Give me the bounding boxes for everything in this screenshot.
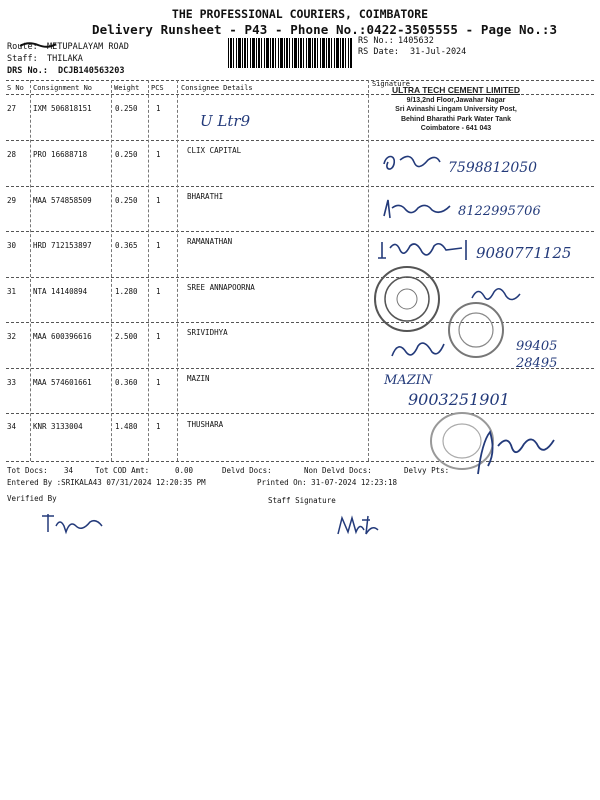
company-stamp xyxy=(392,86,520,134)
row-weight: 0.250 xyxy=(115,104,138,113)
staff-value: THILAKA xyxy=(47,54,83,64)
row-sno: 28 xyxy=(7,150,17,159)
row-sno: 33 xyxy=(7,378,17,387)
row-consignee: CLIX CAPITAL xyxy=(187,146,242,155)
row-weight: 2.500 xyxy=(115,332,138,341)
stamp-line: Behind Bharathi Park Water Tank xyxy=(400,115,512,123)
header-consignee: Consignee Details xyxy=(181,84,253,92)
rs-no-value: 1405632 xyxy=(398,36,434,46)
row-consignee: THUSHARA xyxy=(187,420,224,429)
signature-phone: 7598812050 xyxy=(448,160,538,176)
row-consignment: MAA 574858509 xyxy=(33,196,92,205)
runsheet-title: Delivery Runsheet - P43 - Phone No.:0422-3505555 - Page No.:3 xyxy=(92,22,558,37)
row-sno: 27 xyxy=(7,104,17,113)
stamp-line: ULTRA TECH CEMENT LIMITED xyxy=(392,85,520,95)
tot-docs-value: 34 xyxy=(64,466,74,475)
row-pcs: 1 xyxy=(156,150,161,159)
row-consignee: RAMANATHAN xyxy=(187,237,233,246)
header-weight: Weight xyxy=(114,84,140,92)
row-consignment: NTA 14140894 xyxy=(33,287,88,296)
signature-scribble xyxy=(376,236,476,264)
drs-value: DCJB140563203 xyxy=(58,66,125,76)
row-pcs: 1 xyxy=(156,241,161,250)
signature-scribble xyxy=(380,150,450,176)
round-stamp xyxy=(372,264,442,334)
row-consignment: KNR 3133004 xyxy=(33,422,83,431)
handwritten-note: U Ltr9 xyxy=(200,112,251,130)
row-divider xyxy=(6,368,594,369)
row-pcs: 1 xyxy=(156,422,161,431)
signature-scribble xyxy=(380,196,458,224)
row-divider xyxy=(6,186,594,187)
row-consignee: MAZIN xyxy=(187,374,210,383)
rs-date-value: 31-Jul-2024 xyxy=(410,47,467,57)
row-sno: 34 xyxy=(7,422,17,431)
entered-by: Entered By :SRIKALA43 07/31/2024 12:20:35 PM xyxy=(7,478,206,487)
row-weight: 0.250 xyxy=(115,150,138,159)
signature-phone: 99405 28495 xyxy=(516,339,558,371)
signature-phone: 9080771125 xyxy=(476,244,572,262)
verified-by-label: Verified By xyxy=(7,494,57,503)
rs-no-label: RS No.: xyxy=(358,36,394,46)
column-divider xyxy=(177,80,178,461)
row-sno: 29 xyxy=(7,196,17,205)
row-sno: 31 xyxy=(7,287,17,296)
row-pcs: 1 xyxy=(156,196,161,205)
row-pcs: 1 xyxy=(156,378,161,387)
row-consignment: IXM 506818151 xyxy=(33,104,92,113)
printed-on: Printed On: 31-07-2024 12:23:18 xyxy=(257,478,397,487)
delvd-docs-label: Delvd Docs: xyxy=(222,466,272,475)
row-sno: 30 xyxy=(7,241,17,250)
column-divider xyxy=(148,80,149,461)
row-pcs: 1 xyxy=(156,104,161,113)
row-consignment: HRD 712153897 xyxy=(33,241,92,250)
signature-phone: 9003251901 xyxy=(408,390,510,409)
row-consignee: BHARATHI xyxy=(187,192,224,201)
row-weight: 0.250 xyxy=(115,196,138,205)
non-delvd-docs-label: Non Delvd Docs: xyxy=(304,466,372,475)
row-divider xyxy=(6,140,594,141)
barcode xyxy=(228,38,352,68)
row-weight: 1.480 xyxy=(115,422,138,431)
row-consignee: SREE ANNAPOORNA xyxy=(187,283,255,292)
table-top-rule xyxy=(6,80,594,81)
stamp-line: Sri Avinashi Lingam University Post, xyxy=(395,106,517,113)
row-divider xyxy=(6,277,594,278)
column-divider xyxy=(30,80,31,461)
stamp-line: 9/13,2nd Floor,Jawahar Nagar xyxy=(406,96,506,104)
column-divider xyxy=(111,80,112,461)
signature-phone: 8122995706 xyxy=(458,204,541,219)
row-sno: 32 xyxy=(7,332,17,341)
row-consignee: SRIVIDHYA xyxy=(187,328,228,337)
header-signature: Signature xyxy=(372,80,410,88)
drs-label: DRS No.: xyxy=(7,66,48,76)
signature-scribble xyxy=(388,334,448,364)
row-consignment: MAA 574601661 xyxy=(33,378,92,387)
row-consignment: MAA 600396616 xyxy=(33,332,92,341)
column-divider xyxy=(368,80,369,461)
header-pcs: PCS xyxy=(151,84,164,92)
company-title: THE PROFESSIONAL COURIERS, COIMBATORE xyxy=(171,7,429,21)
row-divider xyxy=(6,413,594,414)
round-stamp xyxy=(446,300,506,360)
row-weight: 0.365 xyxy=(115,241,138,250)
verifier-signature xyxy=(40,510,110,536)
route-value: METUPALAYAM ROAD xyxy=(47,42,129,52)
row-pcs: 1 xyxy=(156,332,161,341)
tot-docs-label: Tot Docs: xyxy=(7,466,48,475)
staff-signature-label: Staff Signature xyxy=(268,496,336,505)
stamp-line: Coimbatore - 641 043 xyxy=(420,125,492,132)
staff-label: Staff: xyxy=(7,54,38,64)
delvy-pts-label: Delvy Pts: xyxy=(404,466,450,475)
row-weight: 1.280 xyxy=(115,287,138,296)
row-consignment: PRO 16688718 xyxy=(33,150,88,159)
rs-date-label: RS Date: xyxy=(358,47,399,57)
route-label: Route: xyxy=(7,42,38,52)
row-divider xyxy=(6,231,594,232)
pen-mark xyxy=(18,40,58,50)
tot-cod-label: Tot COD Amt: xyxy=(95,466,150,475)
row-weight: 0.360 xyxy=(115,378,138,387)
tot-cod-value: 0.00 xyxy=(175,466,194,475)
header-sno: S No xyxy=(7,84,24,92)
row-pcs: 1 xyxy=(156,287,161,296)
staff-signature xyxy=(334,512,384,540)
signature-name: MAZIN xyxy=(384,373,433,388)
signature-scribble xyxy=(468,422,558,478)
header-consignment: Consignment No xyxy=(33,84,93,92)
